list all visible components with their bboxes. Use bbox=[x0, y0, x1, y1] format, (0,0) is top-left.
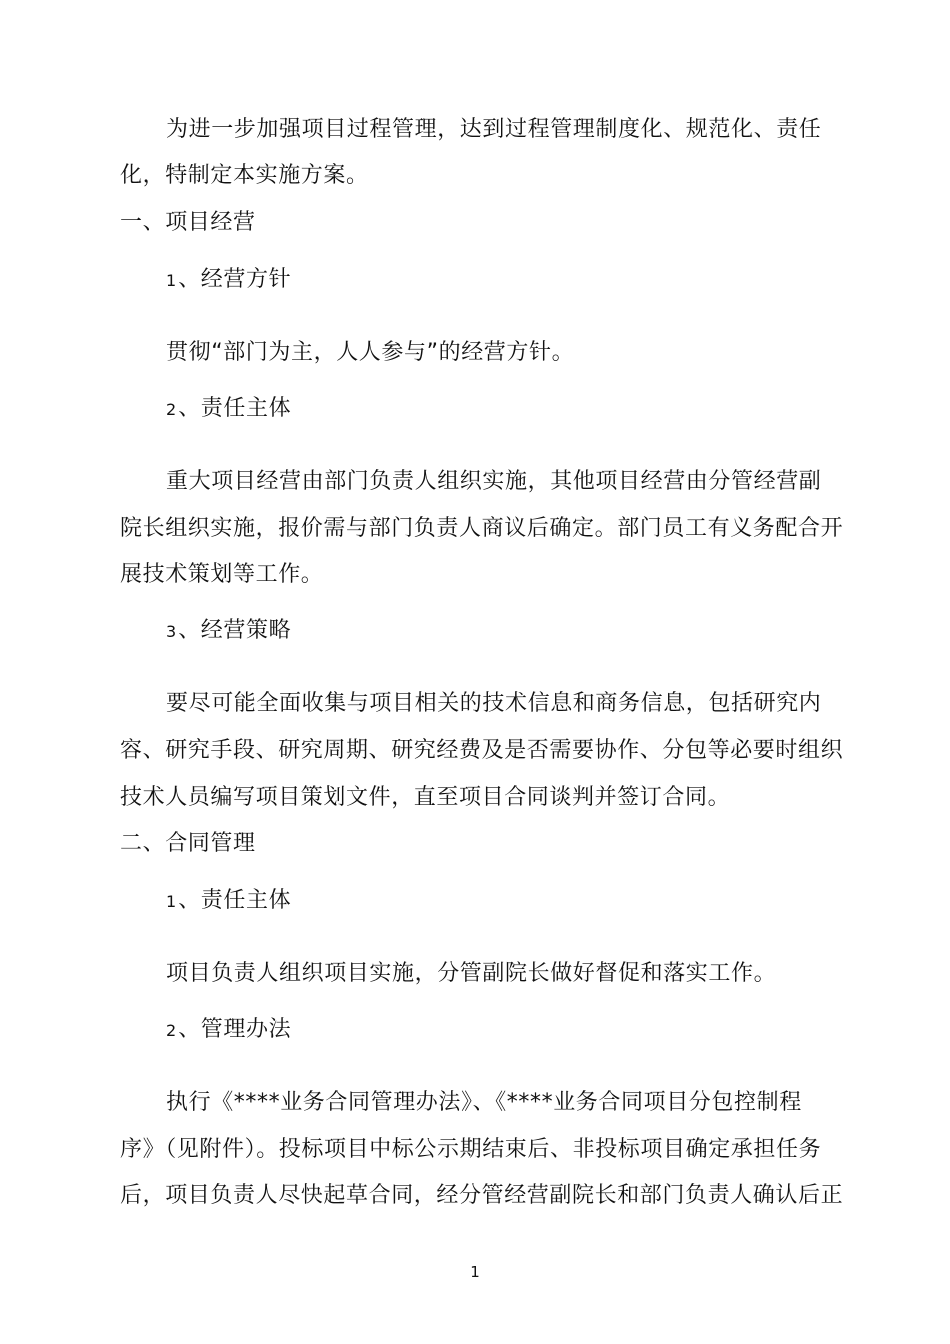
section-1-sub-1-title: 、经营方针 bbox=[178, 267, 292, 292]
section-1-para-2-line-3: 展技术策划等工作。 bbox=[120, 562, 324, 587]
section-1-para-2-line-1: 重大项目经营由部门负责人组织实施，其他项目经营由分管经营副 bbox=[166, 469, 822, 494]
intro-line-2: 化，特制定本实施方案。 bbox=[120, 163, 369, 188]
section-2-sub-2-number: 2 bbox=[166, 1021, 177, 1040]
section-2-sub-2-title: 、管理办法 bbox=[178, 1017, 292, 1042]
section-2-sub-1-title: 、责任主体 bbox=[178, 888, 292, 913]
section-1-para-1-line-1: 贯彻“部门为主，人人参与”的经营方针。 bbox=[166, 340, 575, 365]
section-2-para-2-line-3: 后，项目负责人尽快起草合同，经分管经营副院长和部门负责人确认后正 bbox=[120, 1183, 844, 1208]
section-2-heading: 二、合同管理 bbox=[120, 831, 256, 856]
section-1-para-3-line-3: 技术人员编写项目策划文件，直至项目合同谈判并签订合同。 bbox=[120, 785, 731, 810]
section-1-sub-3-number: 3 bbox=[166, 622, 177, 641]
section-1-sub-1-number: 1 bbox=[166, 271, 177, 290]
section-2-sub-2-heading bbox=[166, 1016, 291, 1045]
section-1-para-2-line-2: 院长组织实施，报价需与部门负责人商议后确定。部门员工有义务配合开 bbox=[120, 516, 844, 541]
section-2-para-1-line-1: 项目负责人组织项目实施，分管副院长做好督促和落实工作。 bbox=[166, 961, 777, 986]
section-1-sub-2-title: 、责任主体 bbox=[178, 396, 292, 421]
section-1-sub-1-heading bbox=[166, 266, 291, 295]
intro-line-1: 为进一步加强项目过程管理，达到过程管理制度化、规范化、责任 bbox=[166, 117, 822, 142]
section-1-heading: 一、项目经营 bbox=[120, 210, 256, 235]
section-1-para-3-line-1: 要尽可能全面收集与项目相关的技术信息和商务信息，包括研究内 bbox=[166, 691, 822, 716]
page-number: 1 bbox=[470, 1263, 480, 1281]
section-1-sub-3-heading bbox=[166, 617, 291, 646]
section-1-sub-2-number: 2 bbox=[166, 400, 177, 419]
section-1-sub-3-title: 、经营策略 bbox=[178, 618, 292, 643]
section-1-sub-2-heading bbox=[166, 395, 291, 424]
section-2-para-2-line-2: 序》（见附件）。投标项目中标公示期结束后、非投标项目确定承担任务 bbox=[120, 1137, 822, 1162]
section-1-para-3-line-2: 容、研究手段、研究周期、研究经费及是否需要协作、分包等必要时组织 bbox=[120, 738, 844, 763]
section-2-sub-1-heading bbox=[166, 887, 291, 916]
section-2-sub-1-number: 1 bbox=[166, 892, 177, 911]
section-2-para-2-line-1: 执行《****业务合同管理办法》、《****业务合同项目分包控制程 bbox=[166, 1090, 802, 1115]
